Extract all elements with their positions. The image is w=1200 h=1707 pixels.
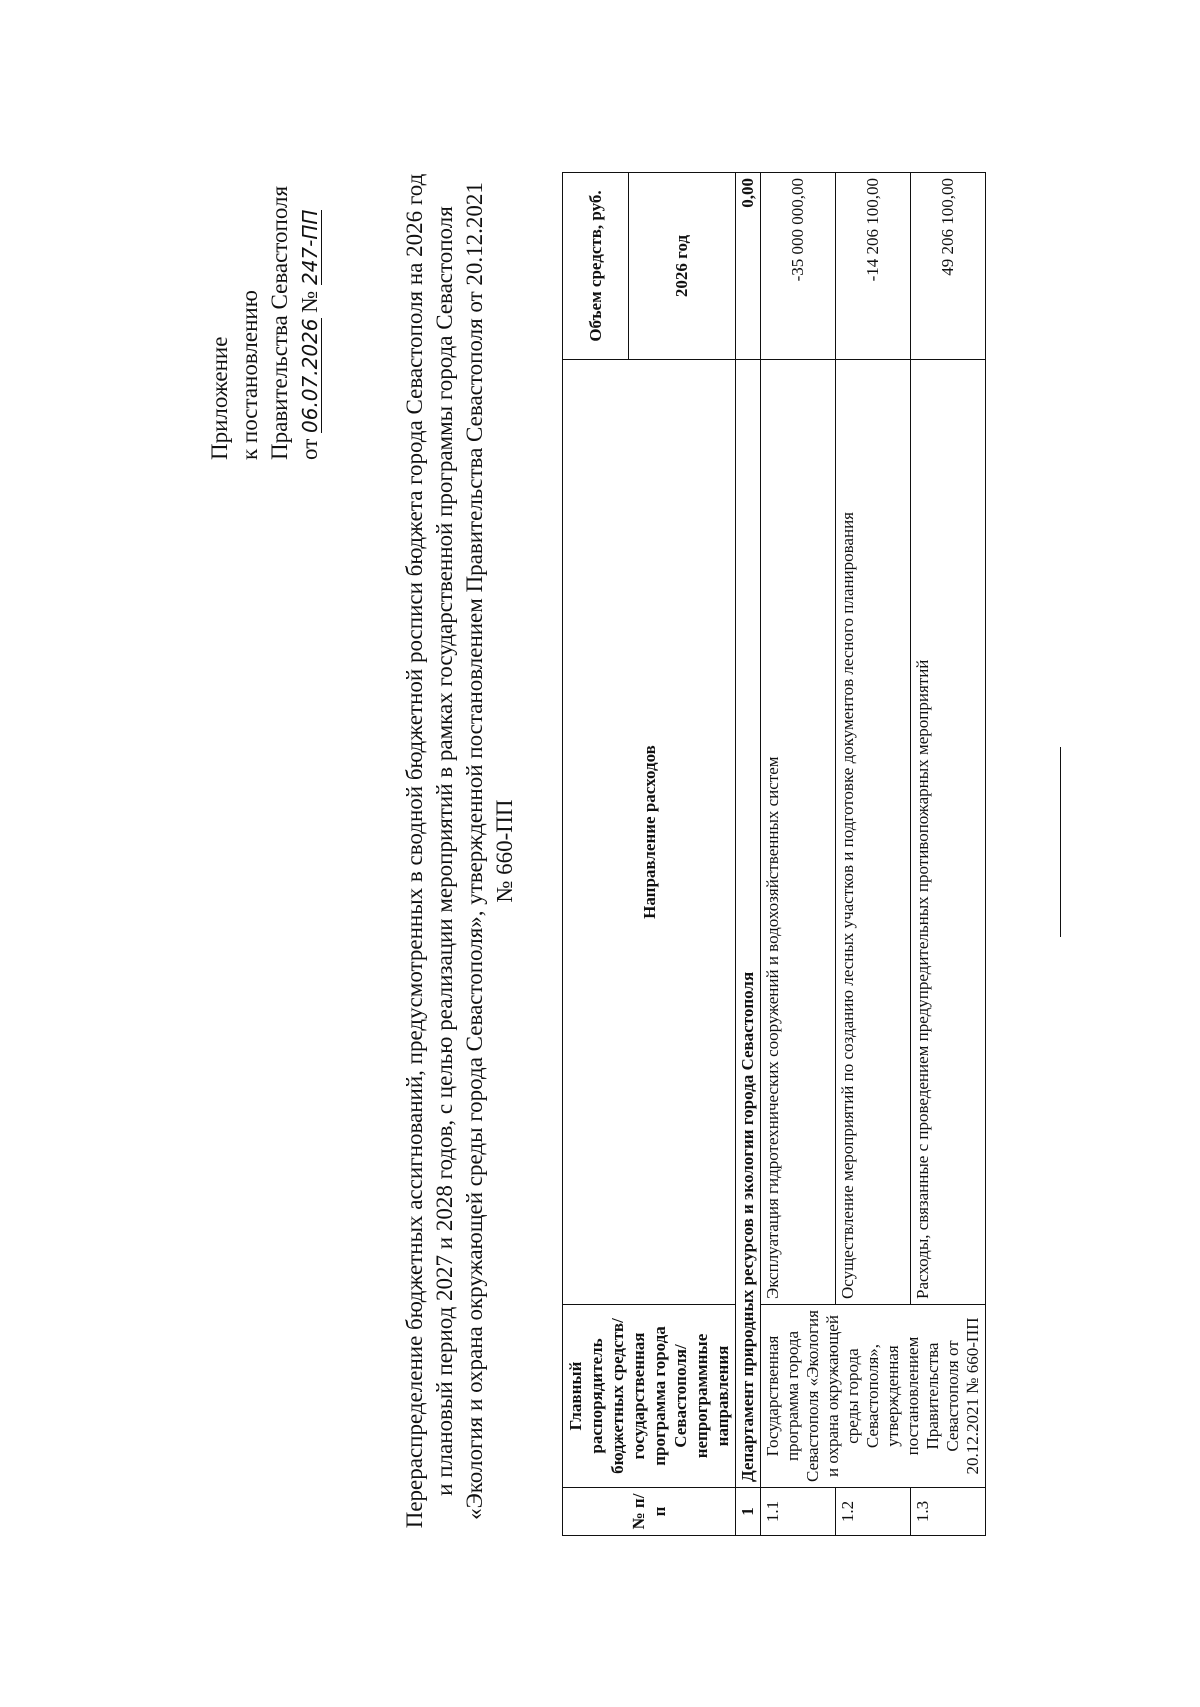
header-num: № п/п (563, 1488, 736, 1536)
reallocation-table (562, 172, 986, 1536)
document-heading: Перераспределение бюджетных ассигнований, предусмотренных в сводной бюджетной росписи бюджета города Севастополя на 2026 год и плановый период 2027 и 2028 годов, с целью реализации мероприятий в рамках государственной программы города Севастополя «Экология и охрана окружающей среды города Севастополя», утвержденной постановлением Правительства Севастополя от 20.12.2021 № 660-ПП (402, 173, 517, 1529)
header-manager: Главный распорядитель бюджетных средств/государственная программа города Севастополя/непрограммные направления (563, 1305, 736, 1488)
table-row (761, 173, 836, 1536)
header-year: 2026 год (628, 173, 735, 360)
department-name: Департамент природных ресурсов и экологии города Севастополя (736, 360, 761, 1488)
appendix-date-line (295, 160, 325, 460)
number-prefix: № (297, 290, 322, 313)
department-row (736, 173, 761, 1536)
row-num: 1.3 (911, 1488, 986, 1536)
department-num: 1 (736, 1488, 761, 1536)
program-cell: Государственная программа города Севастополя «Экология и охрана окружающей среды города Севастополя», утвержденная постановлением Правительства Севастополя от 20.12.2021 № 660-ПП (761, 1305, 986, 1488)
department-amount: 0,00 (736, 173, 761, 360)
appendix-block (205, 160, 325, 460)
row-num: 1.2 (836, 1488, 911, 1536)
row-num: 1.1 (761, 1488, 836, 1536)
header-volume: Объем средств, руб. (563, 173, 629, 360)
appendix-title: Приложение (207, 336, 232, 460)
row-direction: Расходы, связанные с проведением предупредительных противопожарных мероприятий (911, 360, 986, 1305)
header-direction: Направление расходов (563, 360, 736, 1305)
handwritten-number: 247-ПП (298, 209, 322, 286)
row-amount: 49 206 100,00 (911, 173, 986, 360)
row-amount: -14 206 100,00 (836, 173, 911, 360)
row-amount: -35 000 000,00 (761, 173, 836, 360)
appendix-line-2: к постановлению (237, 290, 262, 460)
row-direction: Осуществление мероприятий по созданию лесных участков и подготовке документов лесного планирования (836, 360, 911, 1305)
appendix-line-3: Правительства Севастополя (267, 185, 292, 460)
from-prefix: от (297, 438, 322, 460)
closing-rule (1060, 747, 1061, 937)
handwritten-date: 06.07.2026 (298, 318, 322, 433)
row-direction: Эксплуатация гидротехнических сооружений и водохозяйственных систем (761, 360, 836, 1305)
